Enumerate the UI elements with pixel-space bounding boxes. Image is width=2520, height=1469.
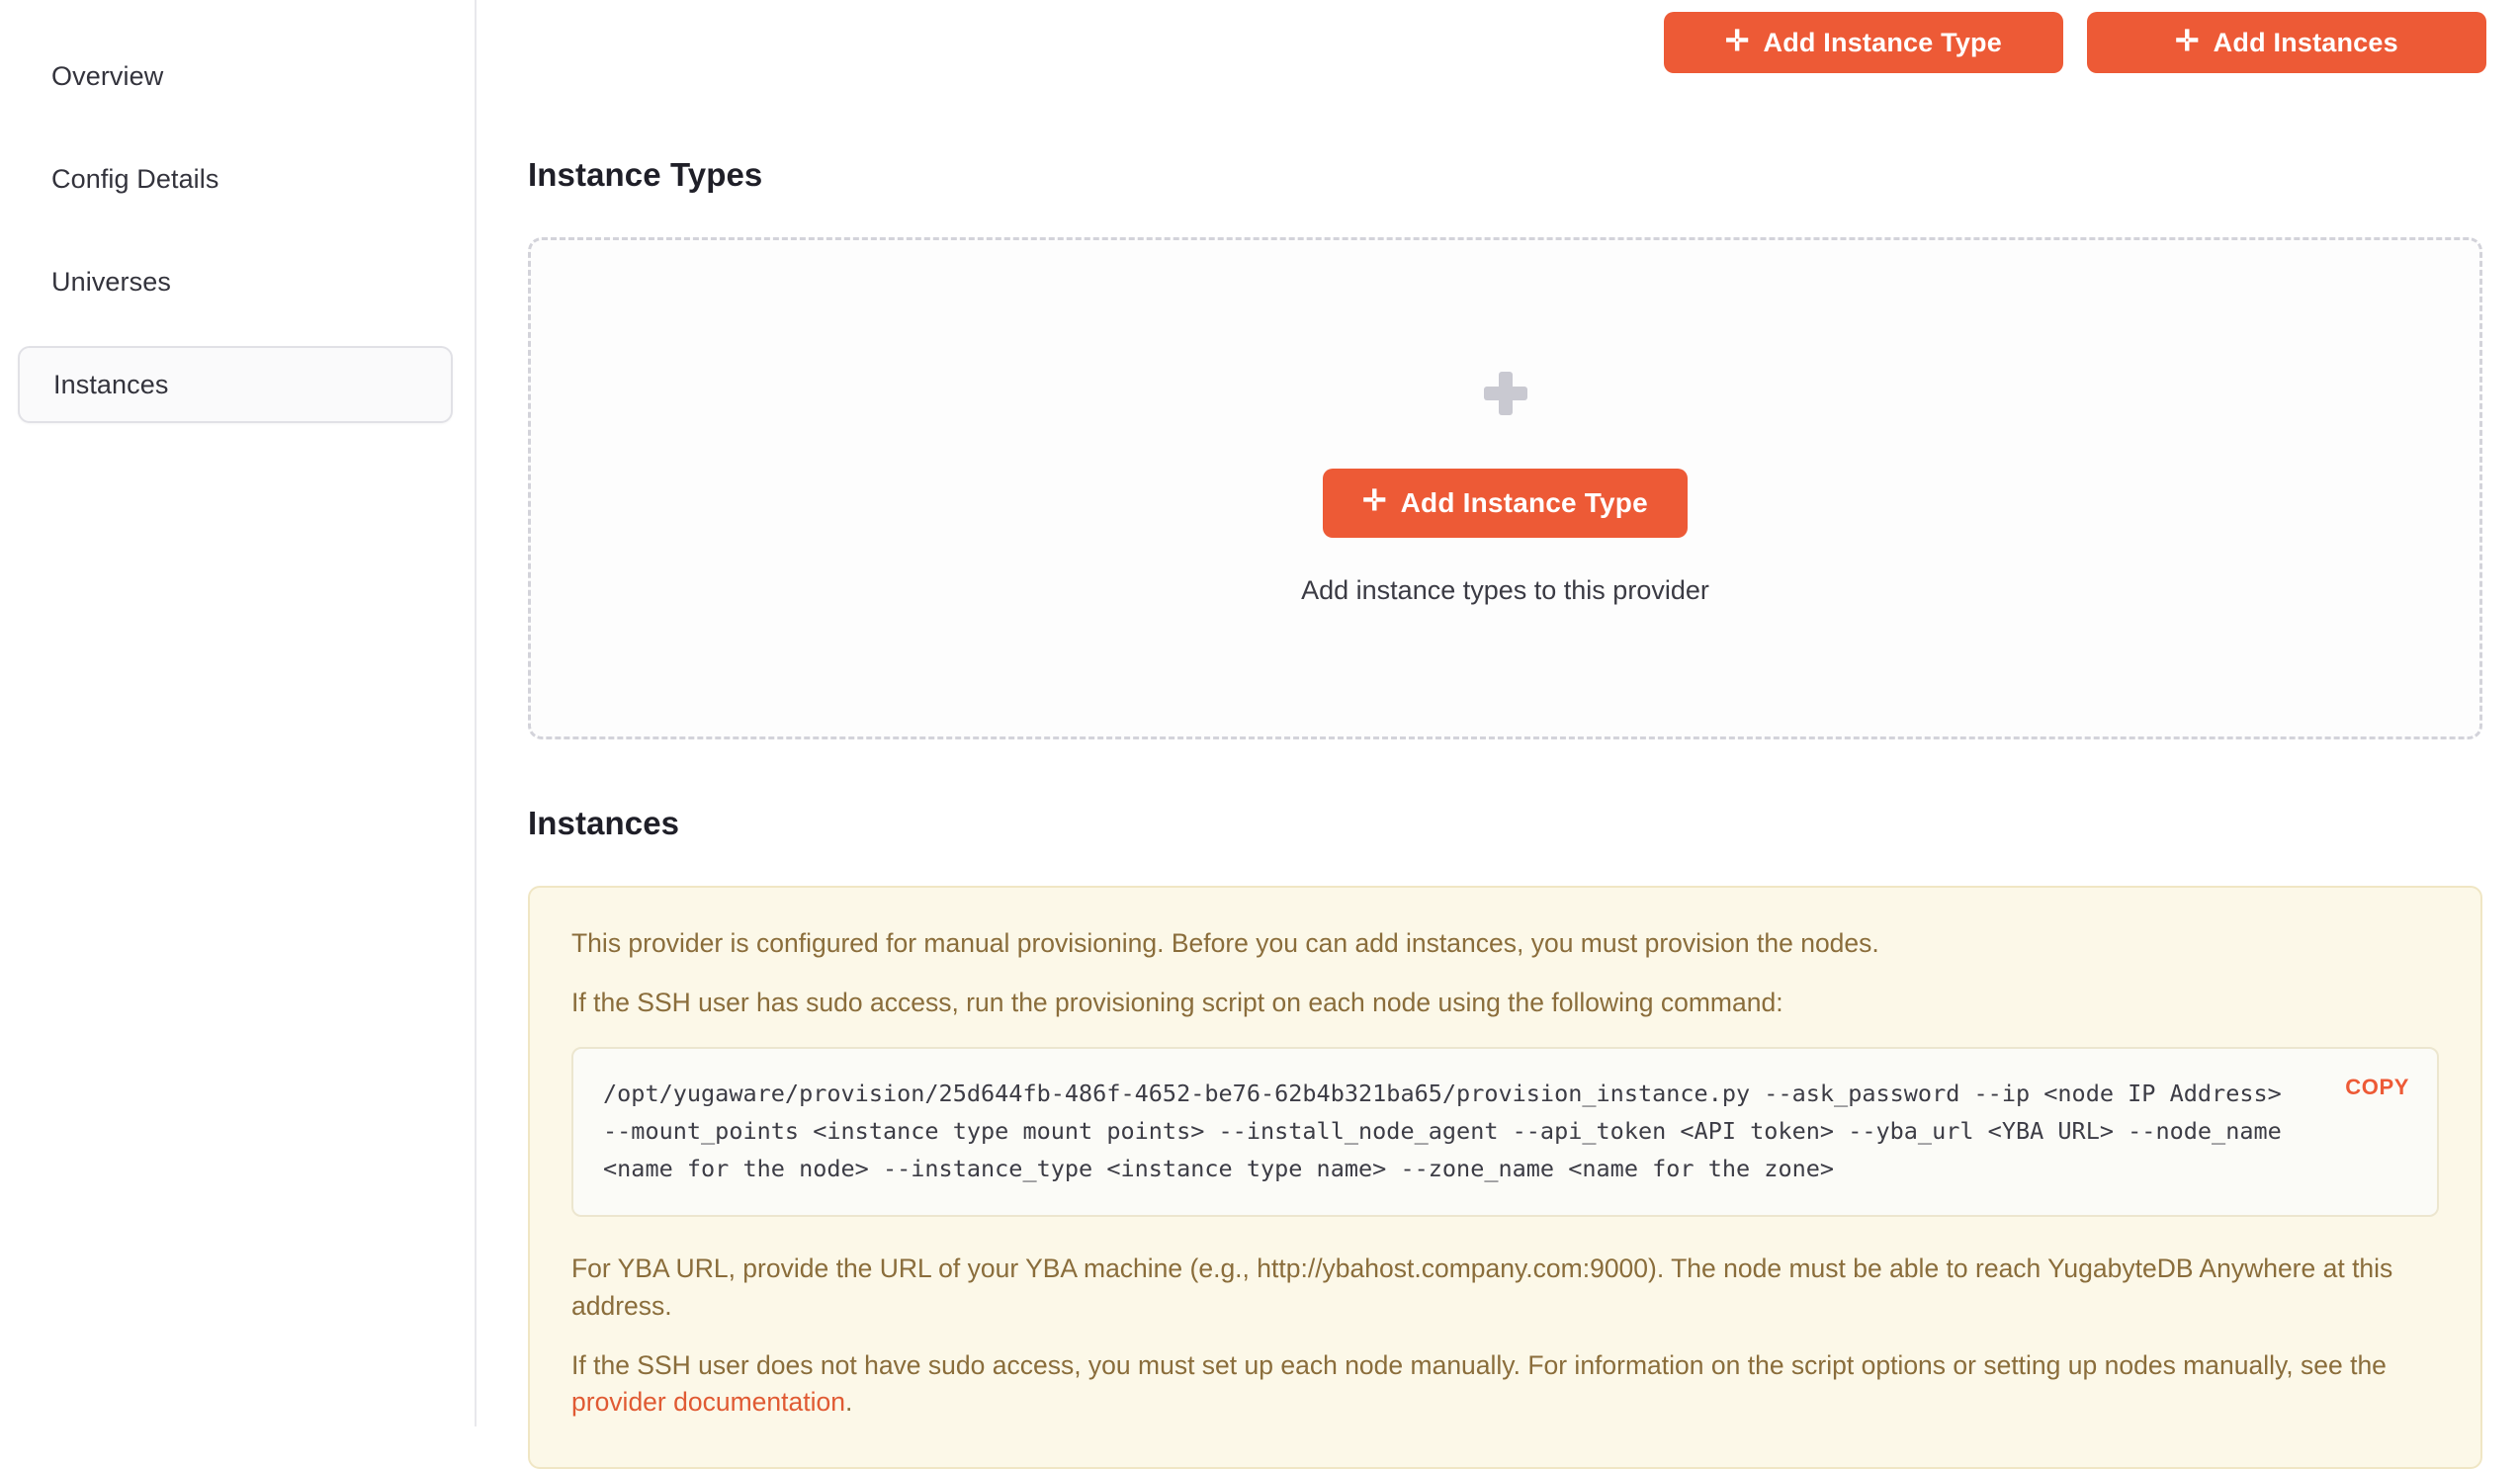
add-instances-button[interactable] xyxy=(2087,12,2486,73)
provider-sidebar xyxy=(0,0,477,1426)
notice-line-2: If the SSH user has sudo access, run the provisioning script on each node using the following command: xyxy=(571,987,1783,1017)
plus-placeholder-icon xyxy=(1484,372,1527,415)
add-instance-type-label: Add Instance Type xyxy=(1763,27,2002,57)
top-action-bar xyxy=(1664,12,2486,73)
provisioning-command-box xyxy=(571,1047,2439,1217)
manual-provisioning-notice xyxy=(528,886,2482,1469)
notice-line-4 xyxy=(571,1347,2439,1422)
sidebar-item-instances[interactable] xyxy=(18,346,453,423)
sidebar-item-overview[interactable] xyxy=(18,38,453,115)
add-instances-label: Add Instances xyxy=(2213,27,2398,57)
main-content xyxy=(477,0,2520,1444)
notice-line-3: For YBA URL, provide the URL of your YBA machine (e.g., http://ybahost.company.com:9000). The node must be able to reach YugabyteDB Anywhere at this address. xyxy=(571,1253,2393,1322)
sidebar-item-label: Overview xyxy=(51,60,164,91)
add-instance-type-empty-label: Add Instance Type xyxy=(1400,486,1648,518)
instance-types-empty-caption: Add instance types to this provider xyxy=(1301,574,1709,605)
notice-line-1: This provider is configured for manual provisioning. Before you can add instances, you must provision the nodes. xyxy=(571,928,1879,958)
plus-icon: ✛ xyxy=(1362,485,1387,517)
sidebar-item-label: Universes xyxy=(51,266,171,297)
provisioning-command-text: /opt/yugaware/provision/25d644fb-486f-4652-be76-62b4b321ba65/provision_instance.py --ask_password --ip <node IP Address> --mount_points <instance type mount points> --install_node_agent --api_token <API token> --yba_url <YBA URL> --node_name <name for the node> --instance_type <instance type name> --zone_name <name for the zone> xyxy=(603,1080,2296,1183)
instance-types-empty-panel xyxy=(528,237,2482,739)
sidebar-item-label: Instances xyxy=(53,369,169,399)
sidebar-item-label: Config Details xyxy=(51,163,219,194)
plus-icon: ✛ xyxy=(2175,25,2200,57)
notice-line-4-prefix: If the SSH user does not have sudo access, you must set up each node manually. For information on the script options or setting up nodes manually, see the xyxy=(571,1349,2387,1380)
instance-types-heading: Instance Types xyxy=(528,156,763,193)
sidebar-item-universes[interactable] xyxy=(18,243,453,320)
sidebar-item-config-details[interactable] xyxy=(18,140,453,217)
add-instance-type-button[interactable] xyxy=(1664,12,2063,73)
notice-line-4-suffix: . xyxy=(844,1387,853,1418)
plus-icon: ✛ xyxy=(1725,25,1750,57)
add-instance-type-empty-button[interactable] xyxy=(1323,469,1688,538)
provider-documentation-link[interactable]: provider documentation xyxy=(571,1387,845,1418)
instances-heading: Instances xyxy=(528,805,680,841)
copy-command-button[interactable]: COPY xyxy=(2339,1071,2415,1104)
